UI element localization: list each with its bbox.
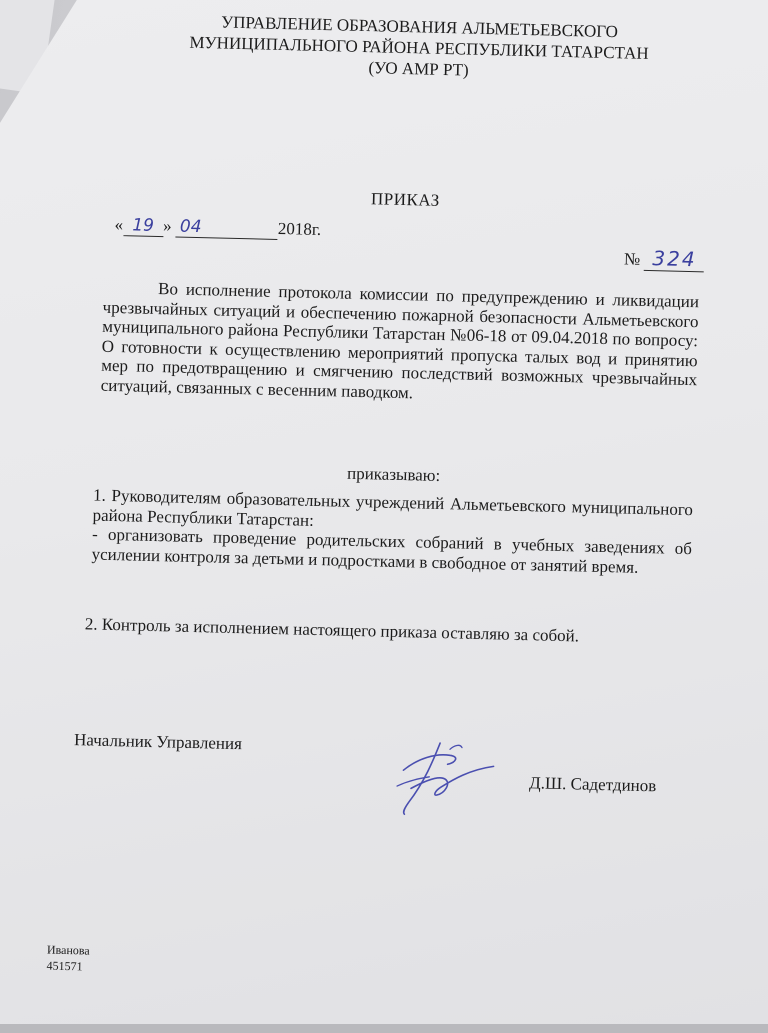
- date-open-quote: «: [114, 214, 124, 235]
- executor-name: Иванова: [46, 942, 90, 958]
- org-line-2: МУНИЦИПАЛЬНОГО РАЙОНА РЕСПУБЛИКИ ТАТАРСТАН: [189, 32, 649, 63]
- handwritten-signature: [388, 728, 500, 821]
- order-number: [624, 245, 705, 272]
- order-date: [114, 215, 321, 241]
- preamble-paragraph: Во исполнение протокола комиссии по предупреждению и ликвидации чрезвычайных ситуаций и обеспечению пожарной безопасности Альметьевского муниципального района Республики Татарстан №06-18 от 09.04.2018 по вопросу: О готовности к осуществлению мероприятий пропуска талых вод и принятию мер по предотвращению и смягчению последствий возможных чрезвычайных ситуаций, связанных с весенним паводком.: [100, 279, 700, 402]
- executor-info: [46, 942, 90, 975]
- order-directive-word: приказываю:: [346, 463, 441, 485]
- document-title: ПРИКАЗ: [370, 189, 440, 210]
- item-1-heading: 1. Руководителям образовательных учреждений Альметьевского муниципального района Республики Татарстан:: [92, 485, 694, 530]
- date-year: 2018г.: [277, 218, 322, 240]
- preamble-block: [101, 278, 700, 410]
- signer-position: Начальник Управления: [73, 730, 243, 754]
- order-number-handwritten: 324: [644, 246, 705, 272]
- order-item-1: [91, 486, 693, 579]
- date-day-handwritten: 19: [123, 215, 164, 237]
- org-line-1: УПРАВЛЕНИЕ ОБРАЗОВАНИЯ АЛЬМЕТЬЕВСКОГО: [221, 12, 619, 42]
- date-month-handwritten: 04: [176, 216, 278, 239]
- signer-name: Д.Ш. Садетдинов: [528, 773, 657, 796]
- executor-phone: 451571: [46, 958, 83, 974]
- org-line-3: (УО АМР РТ): [368, 58, 469, 80]
- item-1-point: - организовать проведение родительских собраний в учебных заведениях об усилении контроля за детьми и подростками в свободное от занятий время.: [91, 524, 693, 577]
- organization-header: [158, 10, 679, 86]
- number-sign: №: [623, 249, 641, 269]
- date-close-quote: »: [162, 216, 172, 236]
- order-item-2: 2. Контроль за исполнением настоящего приказа оставляю за собой.: [84, 614, 580, 646]
